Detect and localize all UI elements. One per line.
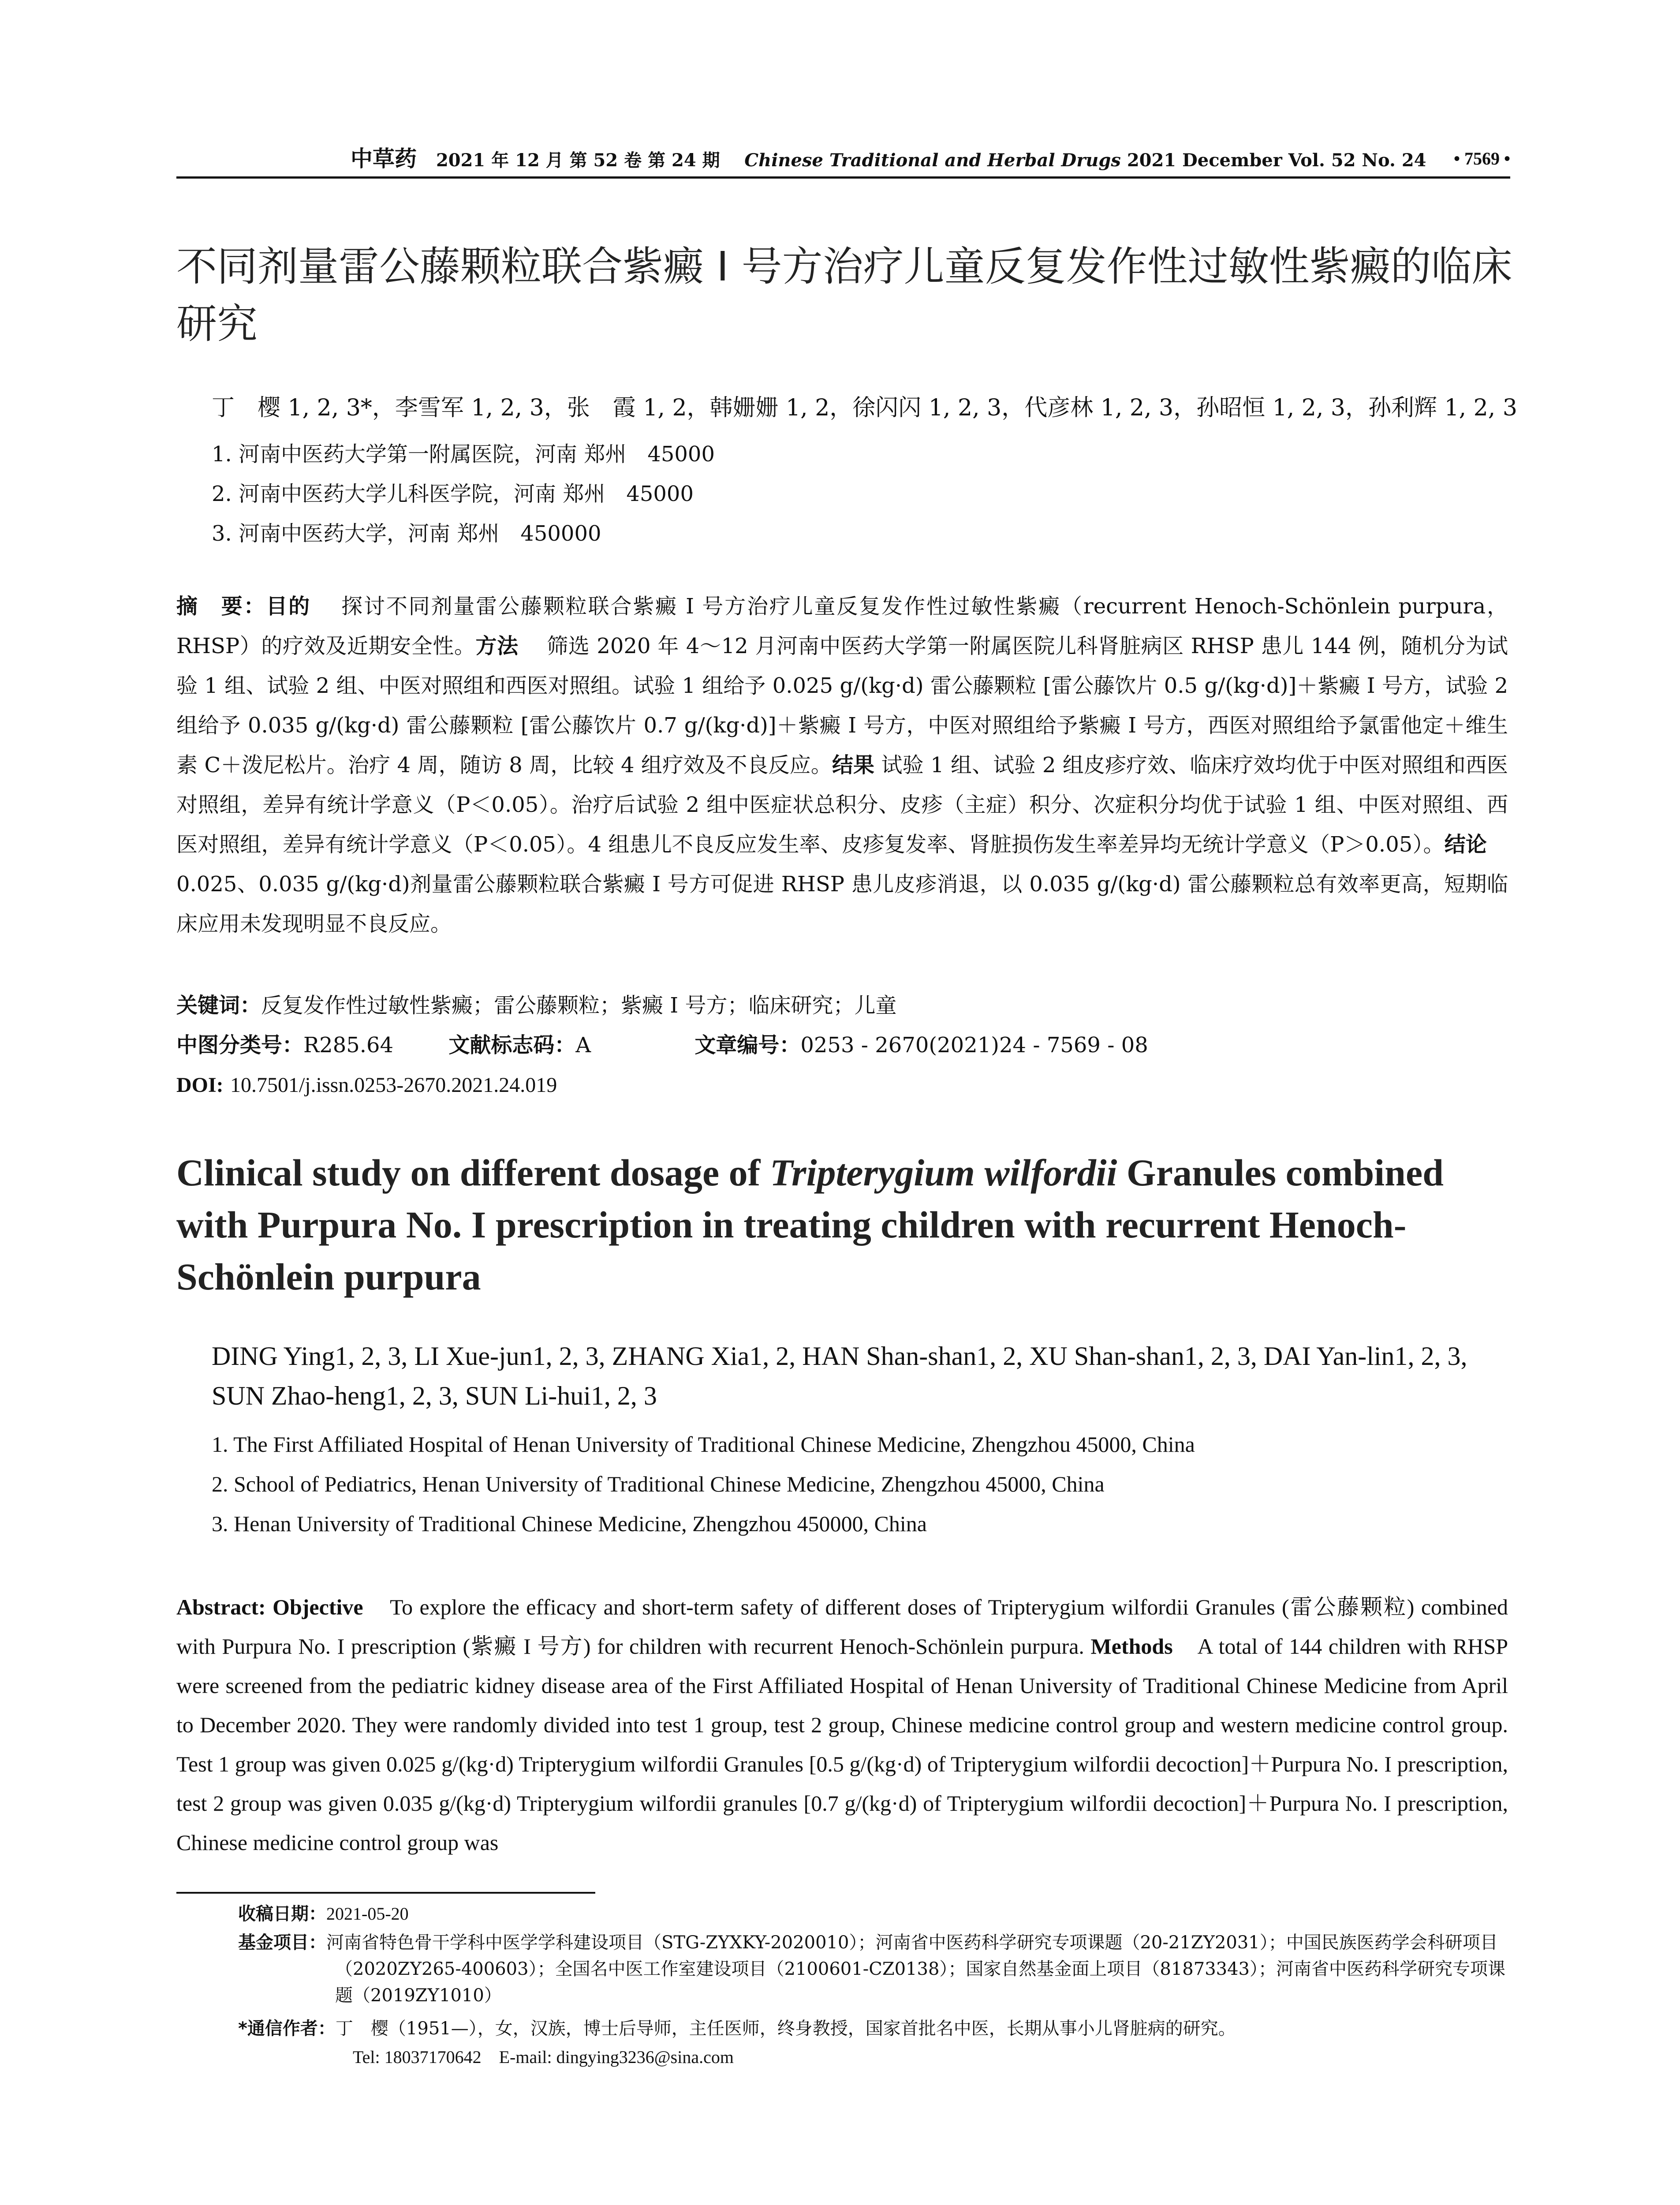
objective-en: To explore the efficacy and short-term safety of different doses of Tripterygium wilfordii Granules (雷公藤颗粒) combined with Purpura No. I prescription (紫癜 I 号方) for children with recurrent Henoch-Schönlein purpura. <box>176 1595 1508 1659</box>
issue-en: 2021 December Vol. 52 No. 24 <box>1127 150 1426 171</box>
footnote-fund <box>238 1929 1508 2009</box>
doc-code-label: 文献标志码： <box>448 1033 576 1058</box>
keywords-text-cn: 反复发作性过敏性紫癜；雷公藤颗粒；紫癜 I 号方；临床研究；儿童 <box>261 993 897 1018</box>
affiliation-en-2: 2. School of Pediatrics, Henan University of Traditional Chinese Medicine, Zhengzhou 45000, China <box>212 1472 1105 1496</box>
doi-line <box>176 1065 1508 1105</box>
title-en <box>176 1147 1508 1303</box>
results-cn: 试验 1 组、试验 2 组皮疹疗效、临床疗效均优于中医对照组和西医对照组，差异有统计学意义（P＜0.05）。治疗后试验 2 组中医症状总积分、皮疹（主症）积分、次症积分均优于试验 1 组、中医对照组、西医对照组，差异有统计学意义（P＜0.05）。4 组患儿不良反应发生率、皮疹复发率、肾脏损伤发生率差异均无统计学意义（P＞0.05）。 <box>176 753 1508 857</box>
page-number: • 7569 • <box>1453 149 1510 168</box>
footnote-received <box>238 1901 1508 1927</box>
classification-line <box>176 1025 1508 1065</box>
doc-code-value: A <box>575 1033 591 1058</box>
title-en-italic: Tripterygium wilfordii <box>769 1151 1117 1194</box>
methods-en: A total of 144 children with RHSP were screened from the pediatric kidney disease area of the First Affiliated Hospital of Henan University of Traditional Chinese Medicine from April to December 2020. They were randomly divided into test 1 group, test 2 group, Chinese medicine control group and western medicine control group. Test 1 group was given 0.025 g/(kg·d) Tripterygium wilfordii Granules [0.5 g/(kg·d) of Tripterygium wilfordii decoction]＋Purpura No. I prescription, test 2 group was given 0.035 g/(kg·d) Tripterygium wilfordii granules [0.7 g/(kg·d) of Tripterygium wilfordii decoction]＋Purpura No. I prescription, Chinese medicine control group was <box>176 1634 1508 1855</box>
doi-label: DOI: <box>176 1073 224 1097</box>
footnote-contact: Tel: 18037170642 E-mail: dingying3236@sina.com <box>353 2047 734 2067</box>
clc-label: 中图分类号： <box>176 1033 304 1058</box>
abstract-label-en: Abstract: Objective <box>176 1595 363 1619</box>
authors-en: DING Ying1, 2, 3, LI Xue-jun1, 2, 3, ZHANG Xia1, 2, HAN Shan-shan1, 2, XU Shan-shan1, 2, 3, DAI Yan-lin1, 2, 3, SUN Zhao-heng1, 2, 3, SUN Li-hui1, 2, 3 <box>212 1342 1467 1410</box>
corr-label: *通信作者： <box>238 2018 336 2039</box>
authors-cn: 丁 樱 1, 2, 3*，李雪军 1, 2, 3，张 霞 1, 2，韩姗姗 1, 2，徐闪闪 1, 2, 3，代彦林 1, 2, 3，孙昭恒 1, 2, 3，孙利辉 1, 2, 3 <box>212 395 1517 421</box>
conclusion-label-cn: 结论 <box>1444 832 1487 857</box>
results-label-cn: 结果 <box>832 753 875 777</box>
affiliation-en-3: 3. Henan University of Traditional Chinese Medicine, Zhengzhou 450000, China <box>212 1511 927 1536</box>
methods-cn: 筛选 2020 年 4～12 月河南中医药大学第一附属医院儿科肾脏病区 RHSP 患儿 144 例，随机分为试验 1 组、试验 2 组、中医对照组和西医对照组。试验 1 组给予 0.025 g/(kg·d) 雷公藤颗粒 [雷公藤饮片 0.5 g/(kg·d)]＋紫癜 I 号方，试验 2 组给予 0.035 g/(kg·d) 雷公藤颗粒 [雷公藤饮片 0.7 g/(kg·d)]＋紫癜 I 号方，中医对照组给予紫癜 I 号方，西医对照组给予氯雷他定＋维生素 C＋泼尼松片。治疗 4 周，随访 8 周，比较 4 组疗效及不良反应。 <box>176 634 1508 777</box>
running-header <box>176 143 1510 174</box>
article-number-label: 文章编号： <box>694 1033 801 1058</box>
article-number-value: 0253 - 2670(2021)24 - 7569 - 08 <box>800 1033 1148 1058</box>
affiliation-cn-1: 1. 河南中医药大学第一附属医院，河南 郑州 45000 <box>212 442 715 467</box>
journal-name-en: Chinese Traditional and Herbal Drugs <box>744 150 1121 171</box>
doi-link[interactable]: 10.7501/j.issn.0253-2670.2021.24.019 <box>230 1073 557 1097</box>
title-cn: 不同剂量雷公藤颗粒联合紫癜 I 号方治疗儿童反复发作性过敏性紫癜的临床研究 <box>176 243 1512 348</box>
clc-value: R285.64 <box>303 1033 394 1058</box>
affiliation-en-1: 1. The First Affiliated Hospital of Henan University of Traditional Chinese Medicine, Zhengzhou 45000, China <box>212 1432 1195 1457</box>
objective-label-cn: 目的 <box>266 594 311 619</box>
fund-label: 基金项目： <box>238 1932 326 1953</box>
affiliation-cn-3: 3. 河南中医药大学，河南 郑州 450000 <box>212 521 601 546</box>
received-label: 收稿日期： <box>238 1904 326 1924</box>
footnote-corresponding <box>238 2015 1508 2042</box>
received-date: 2021-05-20 <box>326 1904 409 1924</box>
conclusion-cn: 0.025、0.035 g/(kg·d)剂量雷公藤颗粒联合紫癜 I 号方可促进 RHSP 患儿皮疹消退，以 0.035 g/(kg·d) 雷公藤颗粒总有效率更高，短期临床应用未发现明显不良反应。 <box>176 872 1508 936</box>
keywords-label-cn: 关键词： <box>176 993 261 1018</box>
title-en-part1: Clinical study on different dosage of <box>176 1151 770 1194</box>
journal-info <box>351 143 1426 176</box>
keywords-cn <box>176 986 1508 1025</box>
abstract-cn <box>176 587 1508 944</box>
methods-label-cn: 方法 <box>475 634 519 658</box>
corr-text: 丁 樱（1951—），女，汉族，博士后导师，主任医师，终身教授，国家首批名中医，长期从事小儿肾脏病的研究。 <box>335 2018 1236 2039</box>
issue-cn: 2021 年 12 月 第 52 卷 第 24 期 <box>436 150 720 171</box>
abstract-en <box>176 1588 1508 1862</box>
abstract-label-cn: 摘 要： <box>176 594 266 619</box>
title-en-part2: Granules combined with Purpura No. I prescription in treating children with recurrent Henoch-Schönlein purpura <box>176 1151 1444 1298</box>
header-rule <box>176 176 1510 179</box>
journal-name-cn: 中草药 <box>351 146 417 172</box>
footnote-rule <box>176 1892 595 1894</box>
objective-cn: 探讨不同剂量雷公藤颗粒联合紫癜 I 号方治疗儿童反复发作性过敏性紫癜（recurrent Henoch-Schönlein purpura，RHSP）的疗效及近期安全性。 <box>176 594 1508 658</box>
methods-label-en: Methods <box>1090 1634 1173 1659</box>
affiliation-cn-2: 2. 河南中医药大学儿科医学院，河南 郑州 45000 <box>212 482 694 506</box>
fund-text: 河南省特色骨干学科中医学学科建设项目（STG-ZYXKY-2020010）；河南省中医药科学研究专项课题（20-21ZY2031）；中国民族医药学会科研项目（2020ZY265-400603）；全国名中医工作室建设项目（2100601-CZ0138）；国家自然基金面上项目（81873343）；河南省中医药科学研究专项课题（2019ZY1010） <box>326 1932 1506 2006</box>
